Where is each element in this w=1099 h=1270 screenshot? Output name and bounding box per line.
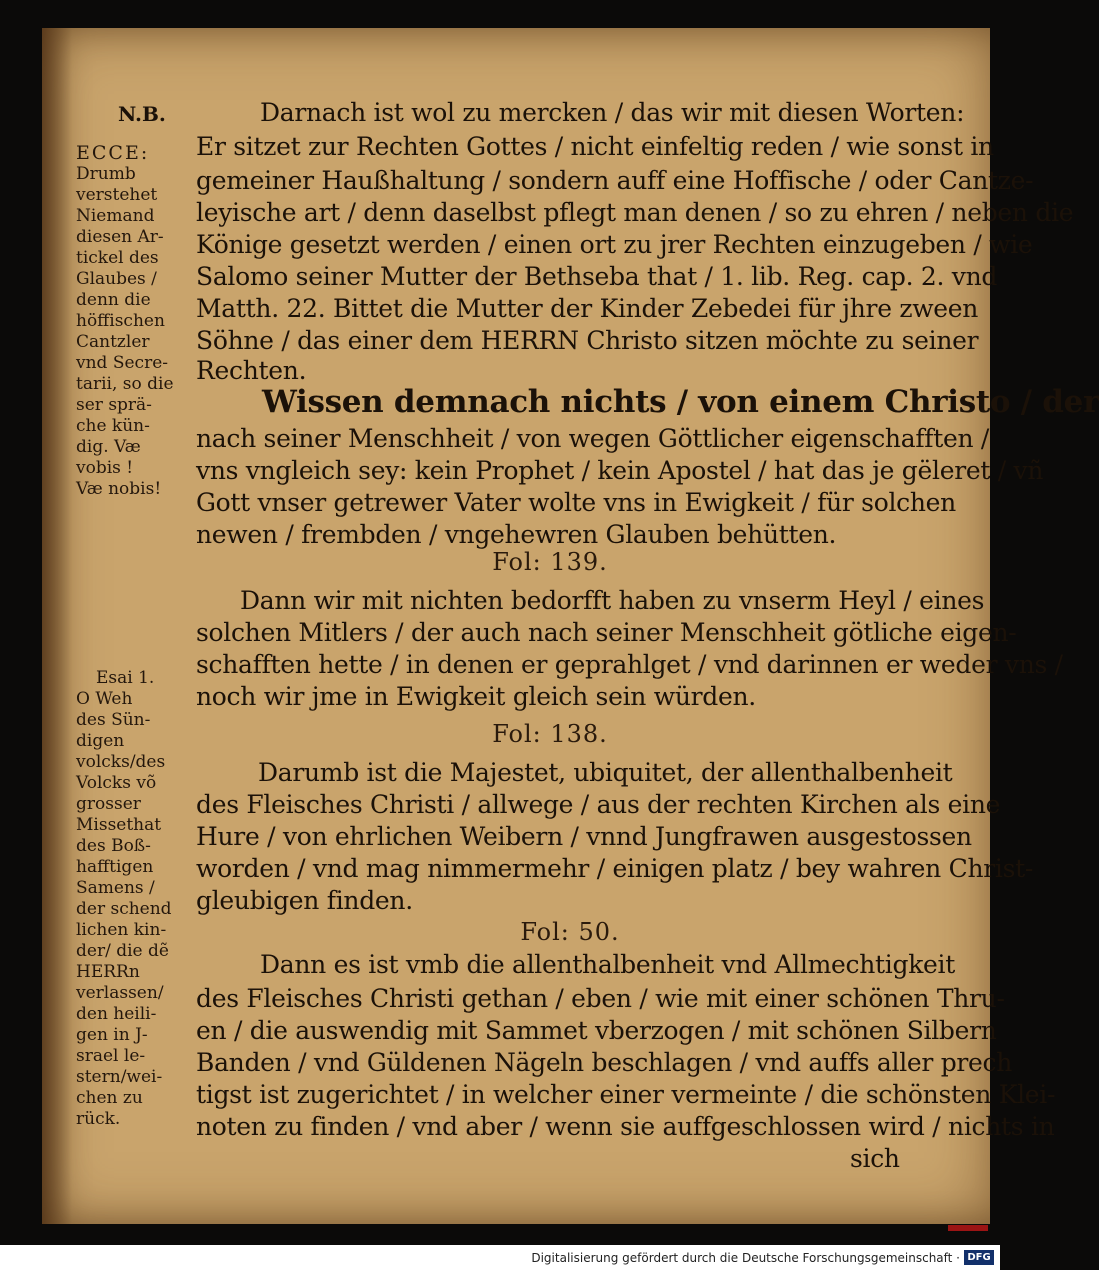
marginal-line: verlassen/ bbox=[76, 983, 164, 1003]
body-line: Gott vnser getrewer Vater wolte vns in Ewigkeit / für solchen bbox=[196, 488, 956, 517]
marginal-line: ECCE: bbox=[76, 142, 150, 164]
marginal-line: HERRn bbox=[76, 962, 140, 982]
marginal-line: verstehet bbox=[76, 185, 158, 205]
body-line: des Fleisches Christi / allwege / aus der rechten Kirchen als eine bbox=[196, 790, 1001, 819]
body-line: Darumb ist die Majestet, ubiquitet, der allenthalbenheit bbox=[258, 758, 953, 787]
body-line: Rechten. bbox=[196, 356, 307, 385]
marginal-note-nb: N.B. bbox=[118, 102, 166, 126]
marginal-line: che kün- bbox=[76, 416, 150, 436]
marginal-line: dig. Væ bbox=[76, 437, 141, 457]
marginal-line: Missethat bbox=[76, 815, 162, 835]
marginal-line: des Boß- bbox=[76, 836, 151, 856]
folio-reference: Fol: 139. bbox=[492, 548, 608, 576]
gutter-shadow bbox=[42, 28, 72, 1224]
marginal-line: vobis ! bbox=[76, 458, 134, 478]
marginal-line: vnd Secre- bbox=[76, 353, 168, 373]
body-line: vns vngleich sey: kein Prophet / kein Apostel / hat das je gëleret / vñ bbox=[196, 456, 1044, 485]
marginal-line: tickel des bbox=[76, 248, 159, 268]
body-line: solchen Mitlers / der auch nach seiner Menschheit götliche eigen- bbox=[196, 618, 1017, 647]
marginal-line: Samens / bbox=[76, 878, 155, 898]
marginal-line: rück. bbox=[76, 1109, 121, 1129]
body-line-emphasis: Wissen demnach nichts / von einem Christo / der bbox=[262, 384, 1099, 420]
marginal-line: Glaubes / bbox=[76, 269, 157, 289]
marginal-line: tarii, so die bbox=[76, 374, 174, 394]
body-line: leyische art / denn daselbst pflegt man denen / so zu ehren / neben die bbox=[196, 198, 1074, 227]
catchword: sich bbox=[850, 1144, 900, 1173]
marginal-line: des Sün- bbox=[76, 710, 151, 730]
color-reference-mark bbox=[948, 1225, 988, 1231]
marginal-line: der schend bbox=[76, 899, 172, 919]
marginal-line: diesen Ar- bbox=[76, 227, 164, 247]
folio-reference: Fol: 138. bbox=[492, 720, 608, 748]
marginal-line: volcks/des bbox=[76, 752, 166, 772]
marginal-line: srael le- bbox=[76, 1046, 146, 1066]
body-line: Banden / vnd Güldenen Nägeln beschlagen / vnd auffs aller prech bbox=[196, 1048, 1013, 1077]
body-line: noch wir jme in Ewigkeit gleich sein würden. bbox=[196, 682, 756, 711]
body-line: gemeiner Haußhaltung / sondern auff eine Hoffische / oder Cantze- bbox=[196, 166, 1034, 195]
body-line: Könige gesetzt werden / einen ort zu jrer Rechten einzugeben / wie bbox=[196, 230, 1033, 259]
body-line: newen / frembden / vngehewren Glauben behütten. bbox=[196, 520, 837, 549]
marginal-line: Esai 1. bbox=[96, 668, 155, 688]
marginal-note-lower bbox=[76, 668, 196, 1130]
folio-reference: Fol: 50. bbox=[520, 918, 620, 946]
marginal-line: hafftigen bbox=[76, 857, 154, 877]
marginal-line: Volcks võ bbox=[76, 773, 157, 793]
body-line: Er sitzet zur Rechten Gottes / nicht einfeltig reden / wie sonst in bbox=[196, 132, 994, 161]
body-line: Dann wir mit nichten bedorfft haben zu vnserm Heyl / eines bbox=[240, 586, 985, 615]
body-line: en / die auswendig mit Sammet vberzogen / mit schönen Silbern bbox=[196, 1016, 997, 1045]
marginal-line: O Weh bbox=[76, 689, 133, 709]
marginal-line: chen zu bbox=[76, 1088, 143, 1108]
marginal-note-upper bbox=[76, 143, 196, 500]
marginal-line: stern/wei- bbox=[76, 1067, 163, 1087]
marginal-line: digen bbox=[76, 731, 125, 751]
body-line: Darnach ist wol zu mercken / das wir mit diesen Worten: bbox=[260, 98, 965, 127]
footer-bar bbox=[0, 1245, 1000, 1270]
body-line: tigst ist zugerichtet / in welcher einer vermeinte / die schönsten Klei- bbox=[196, 1080, 1056, 1109]
marginal-line: lichen kin- bbox=[76, 920, 167, 940]
marginal-line: Drumb bbox=[76, 164, 136, 184]
body-line: gleubigen finden. bbox=[196, 886, 413, 915]
marginal-line: Væ nobis! bbox=[76, 479, 162, 499]
body-line: nach seiner Menschheit / von wegen Göttlicher eigenschafften / bbox=[196, 424, 990, 453]
marginal-line: denn die bbox=[76, 290, 151, 310]
marginal-line: höffischen bbox=[76, 311, 165, 331]
dfg-logo: DFG bbox=[964, 1250, 994, 1265]
body-line: Söhne / das einer dem HERRN Christo sitzen möchte zu seiner bbox=[196, 326, 979, 355]
marginal-line: Niemand bbox=[76, 206, 155, 226]
body-line: Salomo seiner Mutter der Bethseba that / 1. lib. Reg. cap. 2. vnd bbox=[196, 262, 998, 291]
body-line: worden / vnd mag nimmermehr / einigen platz / bey wahren Christ- bbox=[196, 854, 1034, 883]
body-line: noten zu finden / vnd aber / wenn sie auffgeschlossen wird / nichts in bbox=[196, 1112, 1055, 1141]
marginal-line: grosser bbox=[76, 794, 141, 814]
marginal-line: ser sprä- bbox=[76, 395, 152, 415]
marginal-line: der/ die dẽ bbox=[76, 941, 169, 961]
body-line: Hure / von ehrlichen Weibern / vnnd Jungfrawen ausgestossen bbox=[196, 822, 972, 851]
body-line: des Fleisches Christi gethan / eben / wie mit einer schönen Thru- bbox=[196, 984, 1005, 1013]
marginal-line: gen in J- bbox=[76, 1025, 148, 1045]
funding-credit: Digitalisierung gefördert durch die Deutsche Forschungsgemeinschaft · bbox=[531, 1251, 960, 1265]
body-line: Dann es ist vmb die allenthalbenheit vnd Allmechtigkeit bbox=[260, 950, 955, 979]
marginal-line: den heili- bbox=[76, 1004, 157, 1024]
marginal-line: Cantzler bbox=[76, 332, 150, 352]
body-line: schafften hette / in denen er geprahlget / vnd darinnen er weder vns / bbox=[196, 650, 1063, 679]
body-line: Matth. 22. Bittet die Mutter der Kinder Zebedei für jhre zween bbox=[196, 294, 979, 323]
